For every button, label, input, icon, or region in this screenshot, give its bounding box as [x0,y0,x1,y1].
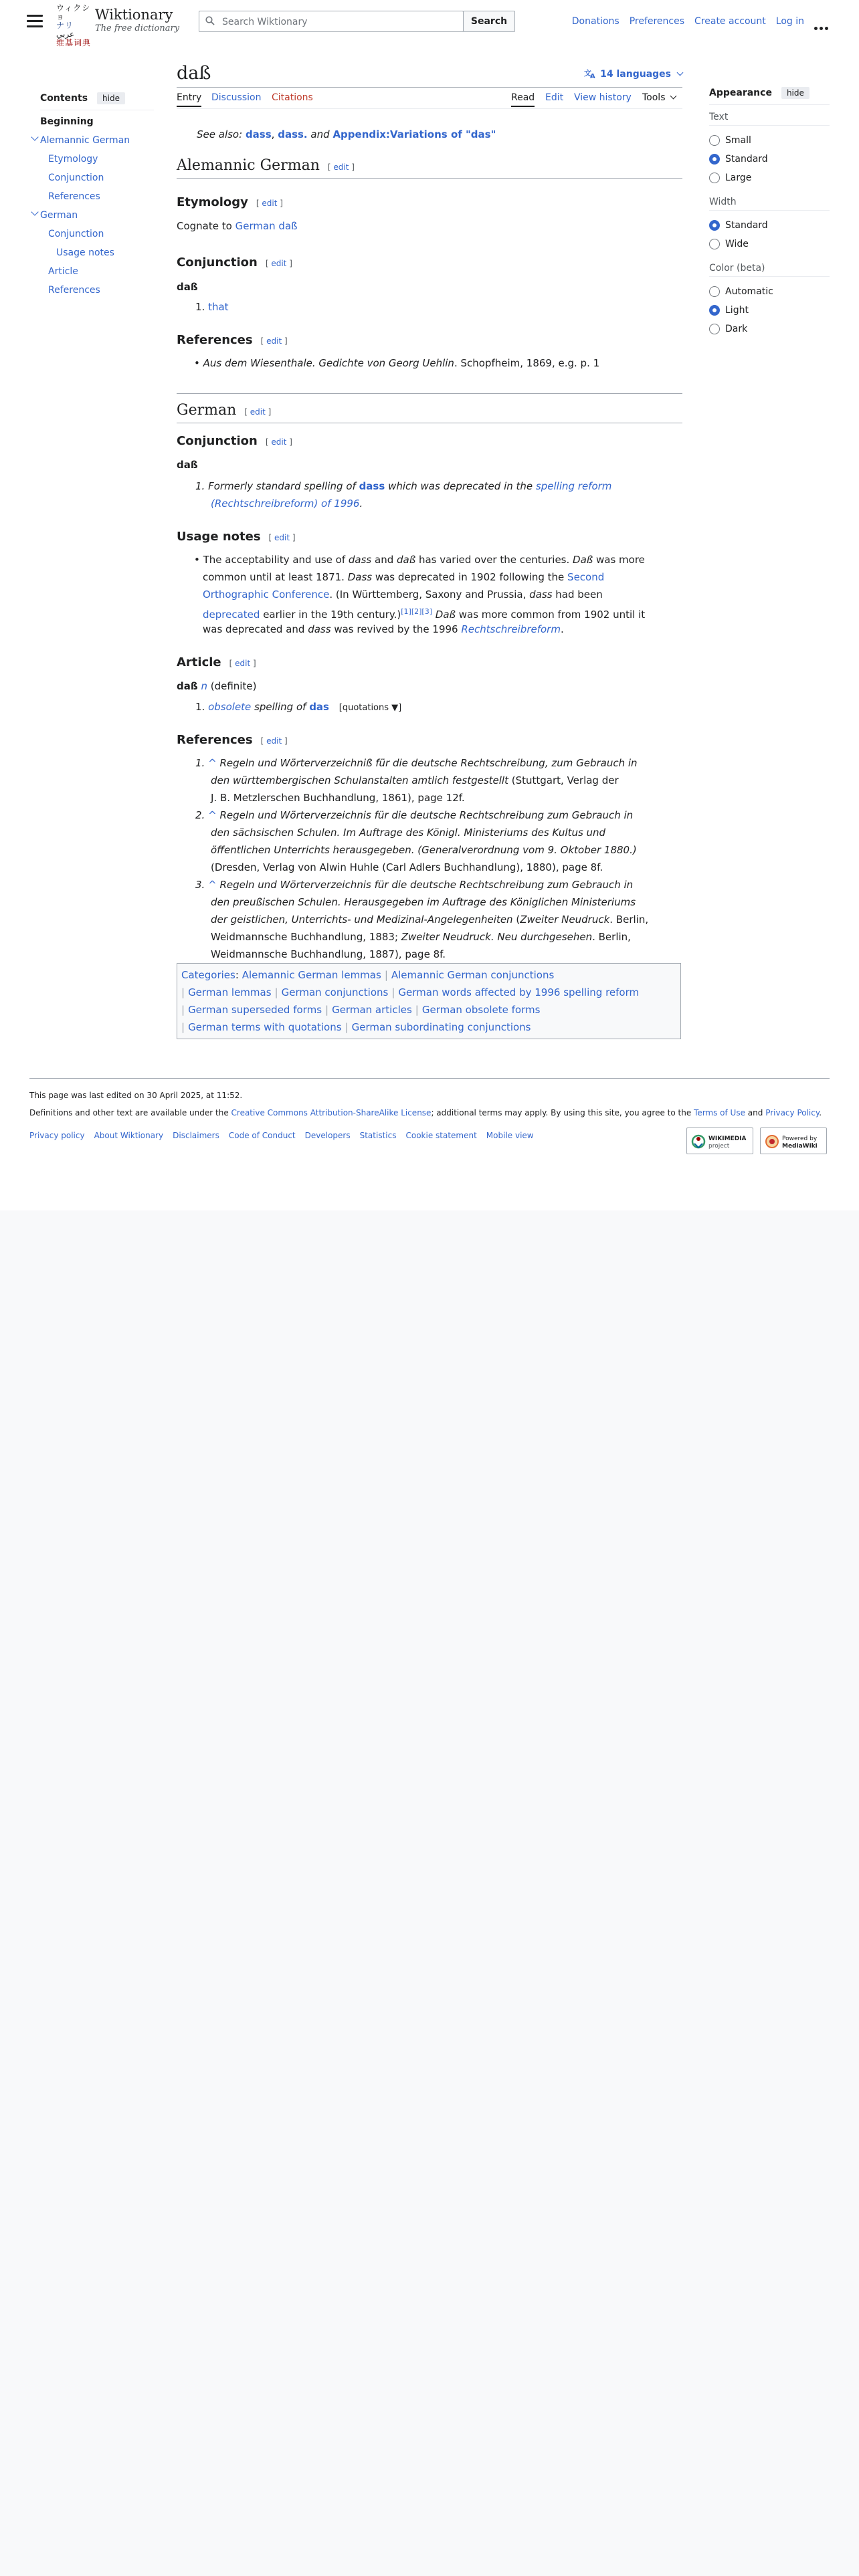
category-line: | German terms with quotations | German subordinating conjunctions [181,1021,531,1033]
page-title: daß [177,63,211,84]
text-size-small[interactable] [709,131,830,150]
gender-link[interactable]: n [201,680,207,692]
section-heading [177,732,288,750]
category-link[interactable]: German terms with quotations [188,1021,342,1033]
edit-link[interactable]: edit [271,259,287,268]
radio-icon [709,324,720,334]
toc-item-article[interactable]: Article [48,266,78,277]
definition-continuation: (Rechtschreibreform) of 1996. [211,498,363,510]
reference-title: den württembergischen Schulanstalten amtlich festgestellt [211,774,508,786]
category-link[interactable]: German articles [332,1004,412,1016]
appearance-panel [709,87,830,338]
definition-item: 1. obsolete spelling of das [quotations ▼] [195,701,402,713]
site-wordmark[interactable] [95,7,179,33]
category-link[interactable]: German obsolete forms [421,1004,541,1016]
radio-label: Light [725,305,749,316]
category-link[interactable]: German subordinating conjunctions [351,1021,531,1033]
reference-details: ( [512,914,520,926]
toc-item-conjunction[interactable]: Conjunction [48,173,104,183]
backlink[interactable]: ^ [208,879,217,891]
categories-label[interactable]: Categories [181,969,235,981]
reference-details: . Schopfheim, 1869, e.g. p. 1 [454,357,600,369]
width-label: Width [709,197,830,211]
footer-link[interactable]: Mobile view [486,1131,534,1140]
toc-item-usage-notes[interactable]: Usage notes [56,247,114,258]
usage-text: common until at least 1871. [203,571,348,583]
search-button[interactable]: Search [463,11,515,32]
definition-link[interactable]: das [309,701,329,713]
footer [29,1078,830,1148]
radio-icon [709,135,720,146]
usage-text: was deprecated in 1902 following the [372,571,568,583]
text-size-label: Text [709,112,830,126]
qualifier: (definite) [210,680,257,692]
heading-text: References [177,333,253,347]
toc-hide-button[interactable]: hide [97,92,125,104]
user-links [562,16,804,27]
usage-link[interactable]: Orthographic Conference [203,588,330,601]
color-light[interactable] [709,301,830,320]
reference-line: den sächsischen Schulen. Im Auftrage des Königl. Ministeriums des Kultus und [211,827,606,839]
mediawiki-logo-icon [765,1134,779,1149]
tab-read[interactable]: Read [511,92,535,107]
usage-text: . (In Württemberg, Saxony and Prussia, [329,588,530,601]
heading-text: Etymology [177,195,248,209]
usage-link[interactable]: Second [567,571,605,583]
usage-term: dass [308,623,331,635]
see-also-note: See also: dass, dass. and Appendix:Variations of "das" [197,128,496,140]
section-heading [177,332,288,350]
edit-section: [ edit ] [256,199,283,208]
color-dark[interactable] [709,320,830,338]
tab-entry[interactable]: Entry [177,92,201,107]
reference-item: • Aus dem Wiesenthale. Gedichte von Georg Uehlin. Schopfheim, 1869, e.g. p. 1 [194,357,600,369]
edit-link[interactable]: edit [271,437,287,447]
category-link[interactable]: German conjunctions [281,986,389,998]
section-heading [177,433,292,451]
category-link[interactable]: Alemannic German conjunctions [391,969,555,981]
footer-link[interactable]: Privacy policy [29,1131,85,1140]
reference-line: Weidmannsche Buchhandlung, 1887), page 8f. [211,948,446,960]
donations-link[interactable]: Donations [571,16,619,27]
heading-text: Article [177,655,221,669]
section-heading [177,393,682,423]
footer-link[interactable]: Code of Conduct [228,1131,296,1140]
svg-text:A: A [590,73,595,79]
definition-text: spelling of [254,701,306,713]
table-of-contents [29,87,150,296]
reference-line: öffentlichen Unterrichts herausgegeben. (Generalverordnung vom 9. Oktober 1880.) [211,844,637,856]
edit-link[interactable]: edit [333,163,349,172]
width-standard[interactable] [709,216,830,235]
reference-title: Zweiter Neudruck [520,914,610,926]
radio-icon [709,173,720,183]
badge-text: project [708,1143,730,1150]
last-edited: This page was last edited on 30 April 2025, at 11:52. [29,1091,243,1100]
radio-selected-icon [709,154,720,165]
reference-details: Weidmannsche Buchhandlung, 1883; [211,931,401,943]
reference-details: . Berlin, [592,931,631,943]
heading-text: German [177,402,237,419]
see-also-and: and [310,128,330,140]
definition-link[interactable]: obsolete [208,701,252,713]
edit-section: [ edit ] [260,736,288,746]
category-link[interactable]: German superseded forms [188,1004,322,1016]
see-also-link[interactable]: dass. [278,128,308,140]
reference-title: der geistlichen, Unterrichts- und Medizinal-Angelegenheiten [211,914,513,926]
edit-link[interactable]: edit [250,407,266,417]
category-link[interactable]: German words affected by 1996 spelling reform [398,986,640,998]
usage-note-line [203,621,708,638]
edit-section: [ edit ] [265,259,292,268]
reference-title: Regeln und Wörterverzeichnis für die deutsche Rechtschreibung zum Gebrauch in [219,809,634,821]
usage-text: has varied over the centuries. [415,554,573,566]
badge-text: WIKIMEDIA [708,1136,747,1142]
license-mid: ; additional terms may apply. By using this site, you agree to the [431,1108,694,1117]
heading-text: Conjunction [177,255,258,270]
reference-details: (Stuttgart, Verlag der [508,774,619,786]
usage-text: . [560,623,564,635]
categories-box [177,963,681,1039]
usage-term: daß [397,554,416,566]
usage-term: dass [348,554,372,566]
category-link[interactable]: Alemannic German lemmas [242,969,381,981]
usage-text: The acceptability and use of [203,554,349,566]
toc-header [40,92,154,110]
definition-link[interactable]: (Rechtschreibreform) of 1996 [211,498,360,510]
definition-text: which was deprecated in the [388,480,533,492]
search-box [199,11,464,32]
usage-term: Daß [573,554,593,566]
edit-link[interactable]: edit [262,199,278,208]
headword-line [177,677,682,695]
tab-tools[interactable] [642,92,676,103]
toc-item-references[interactable]: References [48,285,100,296]
license-prefix: Definitions and other text are available under the [29,1108,231,1117]
reference-item: 2. ^ Regeln und Wörterverzeichnis für die deutsche Rechtschreibung zum Gebrauch in [195,809,634,821]
usage-text: was deprecated and [203,623,308,635]
toc-title: Contents [40,93,88,104]
usage-text: was more common from 1902 until it [455,609,646,621]
edit-link[interactable]: edit [266,736,282,746]
etymology-text [177,217,682,235]
site-name: Wiktionary [95,7,173,23]
tab-citations[interactable]: Citations [272,92,313,103]
radio-label: Dark [725,324,748,334]
text-size-standard[interactable] [709,150,830,169]
footer-link[interactable]: About Wiktionary [94,1131,164,1140]
reference-item: 1. ^ Regeln und Wörterverzeichniß für die deutsche Rechtschreibung, zum Gebrauch in [195,757,638,769]
see-also-label: See also: [197,128,243,140]
appearance-hide-button[interactable]: hide [781,87,809,99]
radio-label: Automatic [725,286,773,297]
edit-section: [ edit ] [229,659,256,668]
definition-text: Formerly standard spelling of [208,480,356,492]
radio-label: Standard [725,220,768,231]
footer-link[interactable]: Disclaimers [173,1131,219,1140]
toc-item-alemannic-german[interactable]: Alemannic German [40,135,130,146]
reference-title: Aus dem Wiesenthale. Gedichte von Georg Uehlin [203,357,454,369]
chevron-down-icon [670,93,676,100]
logo-line: 维基词典 [56,38,92,47]
radio-icon [709,239,720,249]
section-heading [177,654,256,672]
edit-section: [ edit ] [260,336,288,346]
title-row [177,63,682,88]
usage-note-line [203,586,708,603]
login-link[interactable]: Log in [775,16,804,27]
section-heading [177,528,296,546]
radio-label: Standard [725,154,768,165]
definition-link[interactable]: spelling reform [535,480,612,492]
citation-link[interactable]: [1][2][3] [401,607,432,616]
search-input[interactable] [221,14,458,30]
terms-link[interactable]: Terms of Use [694,1108,745,1117]
headword: daß [177,281,198,293]
toc-item-german[interactable]: German [40,210,78,221]
create-account-link[interactable]: Create account [694,16,766,27]
language-button[interactable] [584,68,682,80]
section-heading [177,194,283,212]
usage-note: • The acceptability and use of dass and daß has varied over the centuries. Daß was more [194,554,645,566]
radio-icon [709,286,720,297]
heading-text: Usage notes [177,530,261,544]
logo-line: عربي [56,29,75,39]
reference-line: den preußischen Schulen. Herausgegeben im Auftrage des Königlichen Ministeriums [211,896,636,908]
logo-line: ウィクショ [56,3,91,21]
more-options-icon[interactable] [814,20,830,33]
tab-discussion[interactable]: Discussion [211,92,262,103]
edit-link[interactable]: edit [266,336,282,346]
reference-line: J. B. Metzlerschen Buchhandlung, 1861), page 12f. [211,792,465,804]
usage-text: earlier in the 19th century.) [260,609,401,621]
definition-item: 1. Formerly standard spelling of dass which was deprecated in the spelling reform [195,480,612,492]
usage-text: had been [552,588,603,601]
reference-item: 3. ^ Regeln und Wörterverzeichnis für die deutsche Rechtschreibung zum Gebrauch in [195,879,634,891]
reference-title: Zweiter Neudruck. Neu durchgesehen [401,931,593,943]
width-wide[interactable] [709,235,830,253]
usage-link[interactable]: deprecated [203,609,260,621]
usage-text: and [371,554,397,566]
mediawiki-badge[interactable] [760,1128,827,1154]
usage-term: Dass [347,571,373,583]
text-size-large[interactable] [709,169,830,187]
radio-label: Large [725,173,752,183]
radio-label: Small [725,135,751,146]
edit-link[interactable]: edit [274,533,290,542]
footer-link[interactable]: Statistics [359,1131,397,1140]
category-line: | German lemmas | German conjunctions | German words affected by 1996 spelling reform [181,986,640,998]
edit-section: [ edit ] [244,407,272,417]
etymology-prefix: Cognate to [177,220,232,232]
translate-icon [584,68,596,79]
footer-divider [29,1078,830,1079]
toc-item-references[interactable]: References [48,191,100,202]
radio-selected-icon [709,220,720,231]
appearance-header [709,87,830,105]
edit-section: [ edit ] [265,437,292,447]
usage-text: was revived by the 1996 [330,623,462,635]
license-and: and [745,1108,766,1117]
reference-line: (Dresden, Verlag von Alwin Huhle (Carl Adlers Buchhandlung), 1880), page 8f. [211,861,603,873]
footer-link[interactable]: Developers [304,1131,351,1140]
edit-section: [ edit ] [268,533,296,542]
heading-text: Conjunction [177,434,258,448]
see-also-link[interactable]: Appendix:Variations of "das" [332,128,496,140]
search-icon [205,16,215,25]
section-heading [177,157,682,179]
etymology-link[interactable]: German daß [235,220,298,232]
reference-line [211,772,717,789]
site-tagline: The free dictionary [95,23,180,33]
section-heading [177,254,292,272]
badge-text: Powered by [782,1136,818,1142]
preferences-link[interactable]: Preferences [629,16,685,27]
category-line: Categories: Alemannic German lemmas | Alemannic German conjunctions [181,969,555,981]
tab-view-history[interactable]: View history [574,92,632,103]
reference-line [211,928,717,946]
backlink[interactable]: ^ [208,757,217,769]
chevron-down-icon [677,70,684,76]
backlink[interactable]: ^ [208,809,217,821]
definition-link[interactable]: that [208,301,229,313]
usage-note-line [203,568,708,586]
license-text [29,1108,830,1117]
page-tabs [177,90,682,109]
edit-section: [ edit ] [327,163,355,172]
category-link[interactable]: German lemmas [188,986,272,998]
toc-item-beginning[interactable]: Beginning [40,116,94,127]
language-count: 14 languages [600,69,671,80]
color-automatic[interactable] [709,282,830,301]
wikimedia-badge[interactable] [686,1128,753,1154]
quotations-toggle[interactable]: [quotations ▼] [339,703,402,713]
privacy-link[interactable]: Privacy Policy [765,1108,820,1117]
license-period: . [819,1108,822,1117]
usage-term: dass [529,588,553,601]
color-label: Color (beta) [709,263,830,277]
definition-item: 1. that [195,301,229,313]
headword: daß [177,459,198,471]
wiktionary-logo[interactable] [56,3,92,47]
usage-term: Daß [432,609,456,621]
radio-label: Wide [725,239,749,249]
logo-line: ナリ [56,21,74,30]
svg-text:文: 文 [584,69,592,78]
headword: daß [177,680,198,692]
toc-item-conjunction[interactable]: Conjunction [48,229,104,239]
main-menu-icon[interactable] [27,15,43,28]
definition-link[interactable]: dass [359,480,385,492]
see-also-link[interactable]: dass [245,128,272,140]
wikimedia-logo-icon [691,1134,706,1149]
usage-text: was more [593,554,645,566]
heading-text: References [177,733,253,747]
toc-item-etymology[interactable]: Etymology [48,154,98,165]
reference-title: Regeln und Wörterverzeichniß für die deutsche Rechtschreibung, zum Gebrauch in [219,757,638,769]
tools-label: Tools [642,92,666,103]
reference-line [211,911,717,928]
category-line: | German superseded forms | German articles | German obsolete forms [181,1004,541,1016]
appearance-title: Appearance [709,88,772,98]
reference-title: Regeln und Wörterverzeichnis für die deutsche Rechtschreibung zum Gebrauch in [219,879,634,891]
heading-text: Alemannic German [177,157,320,174]
tab-edit[interactable]: Edit [545,92,564,103]
footer-link[interactable]: Cookie statement [405,1131,477,1140]
radio-selected-icon [709,305,720,316]
reference-details: . Berlin, [609,914,649,926]
edit-link[interactable]: edit [235,659,251,668]
badge-text: MediaWiki [782,1143,818,1150]
license-link[interactable]: Creative Commons Attribution-ShareAlike License [231,1108,432,1117]
usage-link[interactable]: Rechtschreibreform [461,623,561,635]
